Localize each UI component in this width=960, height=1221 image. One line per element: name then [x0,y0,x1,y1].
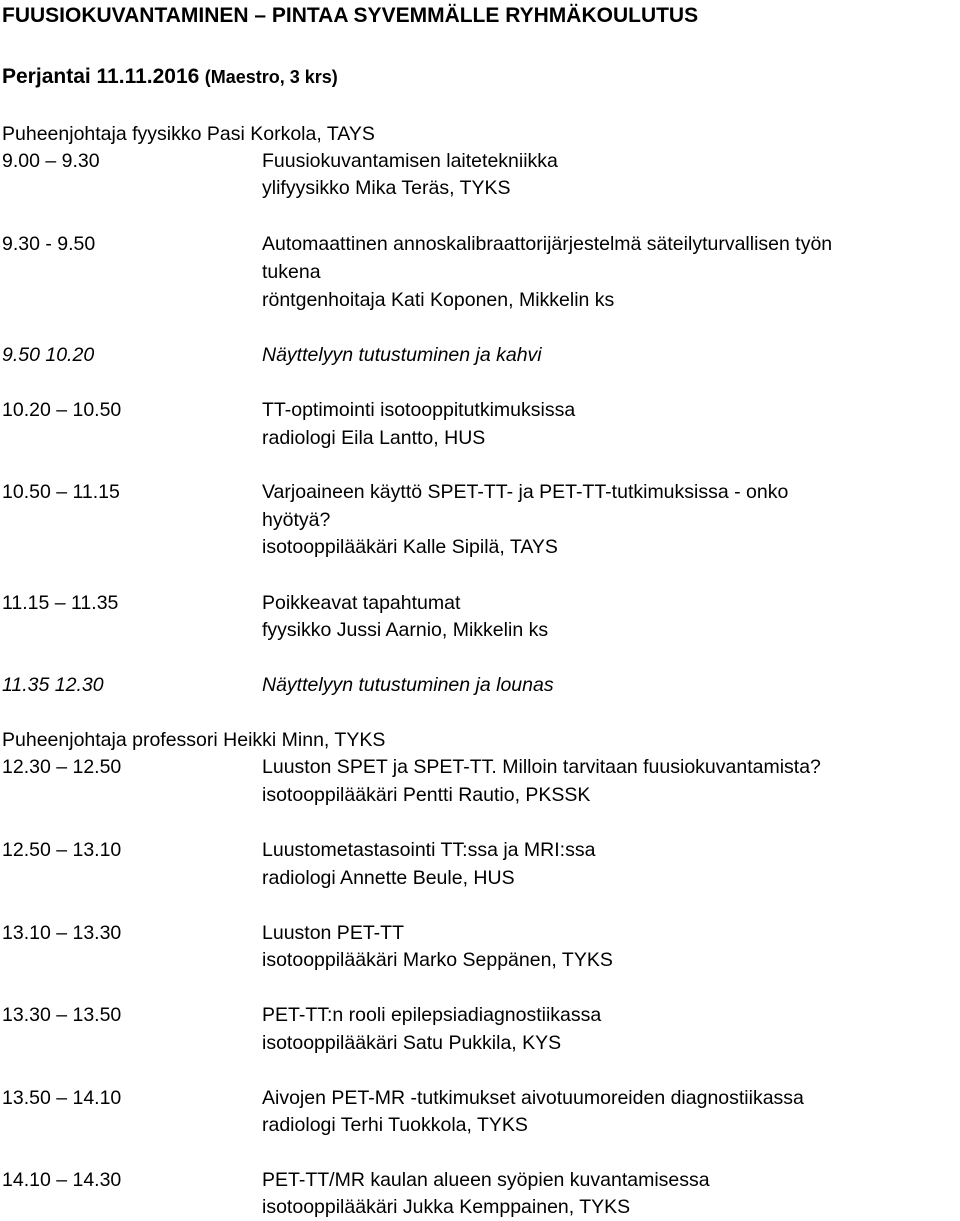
schedule-time: 13.10 – 13.30 [2,922,122,944]
speaker-name: fyysikko Jussi Aarnio, Mikkelin ks [262,619,549,641]
page-title: FUUSIOKUVANTAMINEN – PINTAA SYVEMMÄLLE RYHMÄKOULUTUS [2,4,699,27]
talk-title-continued: tukena [262,261,321,283]
talk-title-continued: hyötyä? [262,509,331,531]
talk-title: Fuusiokuvantamisen laitetekniikka [262,150,558,172]
session1-chair: Puheenjohtaja fyysikko Pasi Korkola, TAYS [2,123,375,145]
talk-title: Luustometastasointi TT:ssa ja MRI:ssa [262,839,596,861]
event-venue: (Maestro, 3 krs) [204,67,338,87]
speaker-name: radiologi Eila Lantto, HUS [262,427,486,449]
schedule-time: 14.10 – 14.30 [2,1169,122,1191]
talk-title: Luuston SPET ja SPET-TT. Milloin tarvitaan fuusiokuvantamista? [262,756,821,778]
session2-chair: Puheenjohtaja professori Heikki Minn, TYKS [2,729,386,751]
talk-title: Poikkeavat tapahtumat [262,592,461,614]
talk-title: TT-optimointi isotooppitutkimuksissa [262,399,576,421]
speaker-name: isotooppilääkäri Marko Seppänen, TYKS [262,949,613,971]
speaker-name: röntgenhoitaja Kati Koponen, Mikkelin ks [262,289,615,311]
schedule-time: 10.50 – 11.15 [2,481,120,503]
schedule-time: 11.15 – 11.35 [2,592,119,614]
break-title: Näyttelyyn tutustuminen ja lounas [262,674,554,696]
talk-title: PET-TT:n rooli epilepsiadiagnostiikassa [262,1004,602,1026]
speaker-name: isotooppilääkäri Satu Pukkila, KYS [262,1032,562,1054]
speaker-name: isotooppilääkäri Jukka Kemppainen, TYKS [262,1196,631,1218]
talk-title: Varjoaineen käyttö SPET-TT- ja PET-TT-tutkimuksissa - onko [262,481,789,503]
schedule-time: 11.35 12.30 [2,674,104,696]
speaker-name: isotooppilääkäri Pentti Rautio, PKSSK [262,784,591,806]
speaker-name: ylifyysikko Mika Teräs, TYKS [262,177,511,199]
speaker-name: radiologi Terhi Tuokkola, TYKS [262,1114,528,1136]
speaker-name: isotooppilääkäri Kalle Sipilä, TAYS [262,536,558,558]
speaker-name: radiologi Annette Beule, HUS [262,867,515,889]
break-title: Näyttelyyn tutustuminen ja kahvi [262,344,542,366]
schedule-time: 9.50 10.20 [2,344,95,366]
schedule-time: 12.50 – 13.10 [2,839,122,861]
schedule-time: 9.00 – 9.30 [2,150,100,172]
schedule-time: 13.50 – 14.10 [2,1087,122,1109]
schedule-time: 9.30 - 9.50 [2,233,96,255]
talk-title: Aivojen PET-MR -tutkimukset aivotuumoreiden diagnostiikassa [262,1087,804,1109]
schedule-time: 10.20 – 10.50 [2,399,122,421]
event-date: Perjantai 11.11.2016 [2,65,200,88]
event-date-line [2,63,338,91]
schedule-time: 13.30 – 13.50 [2,1004,122,1026]
talk-title: Luuston PET-TT [262,922,404,944]
talk-title: PET-TT/MR kaulan alueen syöpien kuvantamisessa [262,1169,710,1191]
talk-title: Automaattinen annoskalibraattorijärjestelmä säteilyturvallisen työn [262,233,833,255]
schedule-time: 12.30 – 12.50 [2,756,122,778]
